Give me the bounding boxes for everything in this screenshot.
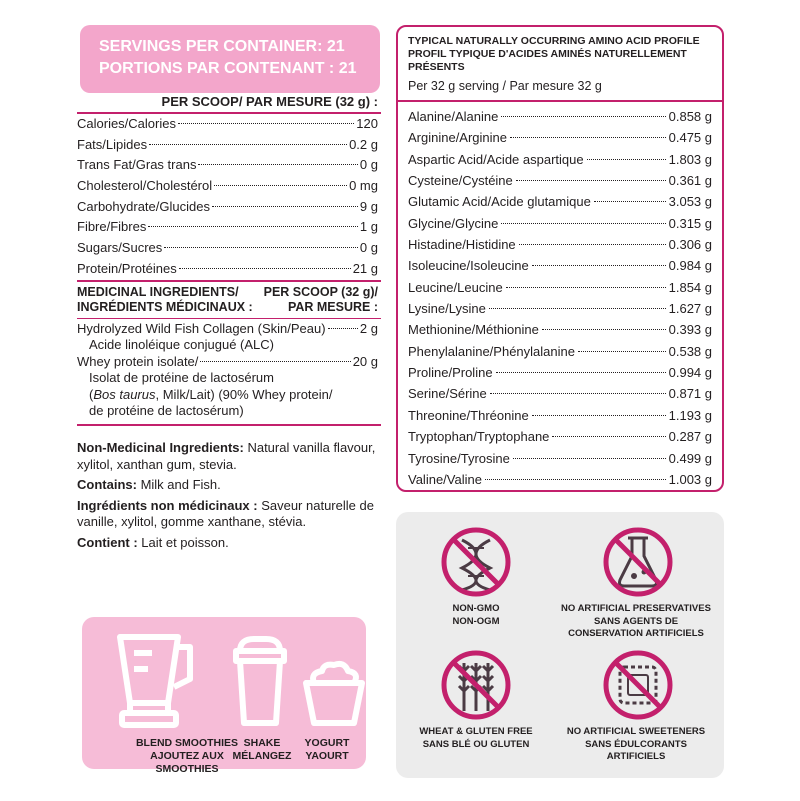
whey-fr2: de protéine de lactosérum) — [89, 403, 244, 418]
nutrition-rows — [77, 114, 381, 280]
contient-text: Lait et poisson. — [137, 534, 229, 550]
nutrition-value: 0 mg — [349, 178, 378, 194]
amino-value: 0.315 g — [668, 215, 712, 231]
no-preservatives-fr-1: SANS AGENTS DE — [593, 615, 679, 627]
amino-row — [408, 319, 712, 340]
shake-label — [222, 737, 302, 763]
medicinal-body — [77, 319, 381, 420]
whey-source-rest: , Milk/Lait) (90% Whey protein/ — [155, 386, 333, 402]
nutrition-row — [77, 238, 381, 259]
amino-row — [408, 448, 712, 469]
blender-icon — [120, 637, 190, 725]
medicinal-head-right-2: PAR MESURE : — [287, 299, 378, 314]
nonmed-fr-text: Saveur naturelle de vanille, xylitol, gomme xanthane, stévia. — [77, 497, 374, 529]
nonmed-en — [77, 440, 382, 473]
amino-label: Tryptophan/Tryptophane — [408, 429, 550, 445]
nutrition-header: PER SCOOP/ PAR MESURE (32 g) : — [77, 91, 381, 114]
yogurt-label-fr: YAOURT — [305, 750, 349, 762]
shake-label-en: SHAKE — [243, 737, 281, 749]
dot-leader — [532, 415, 666, 416]
yogurt-label — [297, 737, 357, 763]
amino-title-en: TYPICAL NATURALLY OCCURRING AMINO ACID PROFILE — [408, 35, 700, 47]
nutrition-row — [77, 155, 381, 176]
dna-icon — [444, 530, 508, 594]
contient-label: Contient : — [77, 534, 138, 550]
nutrition-value: 1 g — [359, 219, 378, 235]
amino-label: Histadine/Histidine — [408, 237, 516, 253]
dot-leader — [328, 328, 358, 329]
nutrition-row — [77, 176, 381, 197]
dot-leader — [179, 268, 351, 269]
nutrition-row — [77, 217, 381, 238]
amino-value: 3.053 g — [668, 194, 712, 210]
dot-leader — [519, 244, 666, 245]
whey-line — [77, 354, 381, 371]
amino-row — [408, 469, 712, 490]
dot-leader — [200, 361, 350, 362]
gluten-free-en: WHEAT & GLUTEN FREE — [419, 726, 533, 737]
dot-leader — [489, 308, 666, 309]
amino-row — [408, 405, 712, 426]
amino-label: Aspartic Acid/Acide aspartique — [408, 151, 584, 167]
amino-row — [408, 106, 712, 127]
amino-label: Leucine/Leucine — [408, 279, 503, 295]
servings-fr: PORTIONS PAR CONTENANT : 21 — [99, 60, 357, 77]
amino-label: Phenylalanine/Phénylalanine — [408, 343, 575, 359]
amino-row — [408, 341, 712, 362]
amino-head — [398, 27, 722, 94]
amino-acid-panel — [396, 25, 724, 492]
dot-leader — [212, 206, 358, 207]
nutrition-label: Calories/Calories — [77, 116, 176, 131]
dot-leader — [506, 287, 666, 288]
amino-value: 0.306 g — [668, 237, 712, 253]
nonmed-label: Non-Medicinal Ingredients: — [77, 440, 244, 455]
amino-value: 0.287 g — [668, 429, 712, 445]
amino-row — [408, 127, 712, 148]
nutrition-label: Sugars/Sucres — [77, 240, 163, 256]
no-preservatives-en: NO ARTIFICIAL PRESERVATIVES — [561, 603, 711, 614]
amino-value: 0.393 g — [668, 322, 712, 338]
nutrition-label: Fats/Lipides — [77, 136, 148, 152]
dot-leader — [496, 372, 666, 373]
dot-leader — [587, 159, 666, 160]
amino-row — [408, 383, 712, 404]
shake-label-fr: MÉLANGEZ — [232, 750, 292, 762]
uses-box — [82, 617, 366, 775]
no-preservatives-label — [546, 603, 726, 641]
amino-value: 0.538 g — [668, 343, 712, 359]
amino-row — [408, 191, 712, 212]
amino-row — [408, 255, 712, 276]
amino-value: 1.627 g — [668, 301, 712, 317]
gluten-free-fr: SANS BLÉ OU GLUTEN — [422, 738, 530, 750]
amino-label: Isoleucine/Isoleucine — [408, 258, 529, 274]
nutrition-value: 0.2 g — [349, 136, 378, 152]
no-sweeteners-label — [546, 726, 726, 764]
flask-icon — [606, 530, 670, 594]
whey-fr: Isolat de protéine de lactosérum — [89, 370, 274, 385]
blend-label-en: BLEND SMOOTHIES — [135, 737, 239, 749]
ingredients-block — [77, 440, 382, 555]
non-gmo-fr: NON-OGM — [452, 615, 500, 627]
nutrition-label: Carbohydrate/Glucides — [77, 198, 210, 214]
amino-value: 1.003 g — [668, 471, 712, 487]
sweetener-icon — [606, 653, 670, 717]
amino-row — [408, 170, 712, 191]
non-gmo-en: NON-GMO — [452, 603, 500, 614]
dot-leader — [178, 123, 354, 124]
collagen-label: Hydrolyzed Wild Fish Collagen (Skin/Peau) — [77, 320, 326, 336]
amino-value: 1.803 g — [668, 151, 712, 167]
whey-label: Whey protein isolate/ — [77, 353, 199, 369]
amino-label: Cysteine/Cystéine — [408, 173, 513, 189]
amino-label: Proline/Proline — [408, 365, 493, 381]
collagen-value: 2 g — [359, 320, 378, 336]
nutrition-row — [77, 135, 381, 156]
amino-title-fr: PROFIL TYPIQUE D'ACIDES AMINÉS NATURELLEMENT PRÉSENTS — [408, 48, 687, 73]
whey-source-italic: Bos taurus — [93, 386, 156, 402]
amino-row — [408, 277, 712, 298]
amino-row — [408, 234, 712, 255]
amino-label: Serine/Sérine — [408, 386, 487, 402]
amino-row — [408, 362, 712, 383]
amino-label: Alanine/Alanine — [408, 109, 499, 124]
blend-label-fr: AJOUTEZ AUX SMOOTHIES — [150, 750, 224, 775]
dot-leader — [501, 223, 665, 224]
no-sweeteners-fr-2: ARTIFICIELS — [606, 751, 666, 762]
amino-rows — [398, 102, 722, 490]
amino-row — [408, 298, 712, 319]
dot-leader — [542, 329, 666, 330]
nonmed-text: Natural vanilla flavour, xylitol, xanthan gum, stevia. — [77, 440, 376, 472]
dot-leader — [490, 393, 666, 394]
nutrition-value: 0 g — [359, 157, 378, 173]
amino-value: 0.475 g — [668, 130, 712, 146]
wheat-icon — [444, 653, 508, 717]
gluten-free-label — [406, 726, 546, 751]
dot-leader — [552, 436, 665, 437]
shaker-icon — [236, 639, 284, 723]
amino-serving: Per 32 g serving / Par mesure 32 g — [408, 79, 602, 93]
amino-value: 0.858 g — [668, 109, 712, 124]
servings-en: SERVINGS PER CONTAINER: 21 — [99, 38, 345, 55]
free-from-box — [396, 512, 724, 778]
dot-leader — [516, 180, 666, 181]
amino-label: Lysine/Lysine — [408, 301, 486, 317]
servings-banner — [80, 25, 380, 93]
medicinal-head-left-2: INGRÉDIENTS MÉDICINAUX : — [77, 299, 253, 314]
contient-fr — [77, 535, 382, 552]
non-gmo-label — [416, 603, 536, 628]
nutrition-value: 21 g — [352, 260, 378, 276]
dot-leader — [510, 137, 666, 138]
nutrition-value: 9 g — [359, 198, 378, 214]
dot-leader — [501, 116, 665, 117]
medicinal-header — [77, 282, 381, 319]
dot-leader — [513, 458, 666, 459]
dot-leader — [198, 164, 357, 165]
nutrition-row — [77, 197, 381, 218]
nutrition-row — [77, 259, 381, 280]
yogurt-icon — [306, 664, 362, 723]
nutrition-value: 120 — [356, 116, 378, 131]
contains-label: Contains: — [77, 477, 137, 492]
dot-leader — [594, 201, 666, 202]
nutrition-row — [77, 114, 381, 135]
amino-row — [408, 213, 712, 234]
amino-label: Methionine/Méthionine — [408, 322, 539, 338]
amino-value: 0.994 g — [668, 365, 712, 381]
dot-leader — [164, 247, 358, 248]
amino-label: Arginine/Arginine — [408, 130, 508, 146]
medicinal-head-right-1: PER SCOOP (32 g)/ — [263, 284, 378, 299]
whey-value: 20 g — [352, 353, 378, 369]
nutrition-label: Trans Fat/Gras trans — [77, 157, 197, 173]
no-preservatives-fr-2: CONSERVATION ARTIFICIELS — [568, 628, 704, 639]
nutrition-label: Fibre/Fibres — [77, 219, 147, 235]
no-sweeteners-en: NO ARTIFICIAL SWEETENERS — [566, 726, 706, 737]
nutrition-label: Cholesterol/Cholestérol — [77, 178, 213, 194]
dot-leader — [485, 479, 666, 480]
amino-row — [408, 426, 712, 447]
dot-leader — [532, 265, 666, 266]
amino-label: Glycine/Glycine — [408, 215, 499, 231]
medicinal-divider — [77, 424, 381, 426]
medicinal-head-left-1: MEDICINAL INGREDIENTS/ — [77, 284, 239, 299]
alc-line: Acide linoléique conjugué (ALC) — [89, 337, 275, 352]
yogurt-label-en: YOGURT — [304, 737, 350, 749]
whey-source — [77, 387, 381, 404]
nonmed-fr-label: Ingrédients non médicinaux : — [77, 497, 258, 513]
nutrition-label: Protein/Protéines — [77, 260, 177, 276]
nonmed-fr — [77, 498, 382, 531]
amino-label: Glutamic Acid/Acide glutamique — [408, 194, 591, 210]
amino-value: 0.361 g — [668, 173, 712, 189]
whey-source-open: ( — [89, 386, 94, 402]
amino-label: Tyrosine/Tyrosine — [408, 450, 510, 466]
dot-leader — [214, 185, 347, 186]
amino-value: 1.854 g — [668, 279, 712, 295]
amino-value: 1.193 g — [668, 407, 712, 423]
nutrition-table — [77, 91, 381, 426]
no-sweeteners-fr-1: SANS ÉDULCORANTS — [585, 738, 687, 750]
amino-value: 0.499 g — [668, 450, 712, 466]
contains-en — [77, 477, 382, 494]
amino-row — [408, 149, 712, 170]
dot-leader — [149, 144, 347, 145]
nutrition-value: 0 g — [359, 240, 378, 256]
contains-text: Milk and Fish. — [136, 477, 221, 492]
collagen-line — [77, 321, 381, 338]
dot-leader — [148, 226, 358, 227]
amino-label: Valine/Valine — [408, 471, 482, 487]
amino-value: 0.871 g — [668, 386, 712, 402]
amino-value: 0.984 g — [668, 258, 712, 274]
amino-label: Threonine/Thréonine — [408, 407, 529, 423]
dot-leader — [578, 351, 666, 352]
